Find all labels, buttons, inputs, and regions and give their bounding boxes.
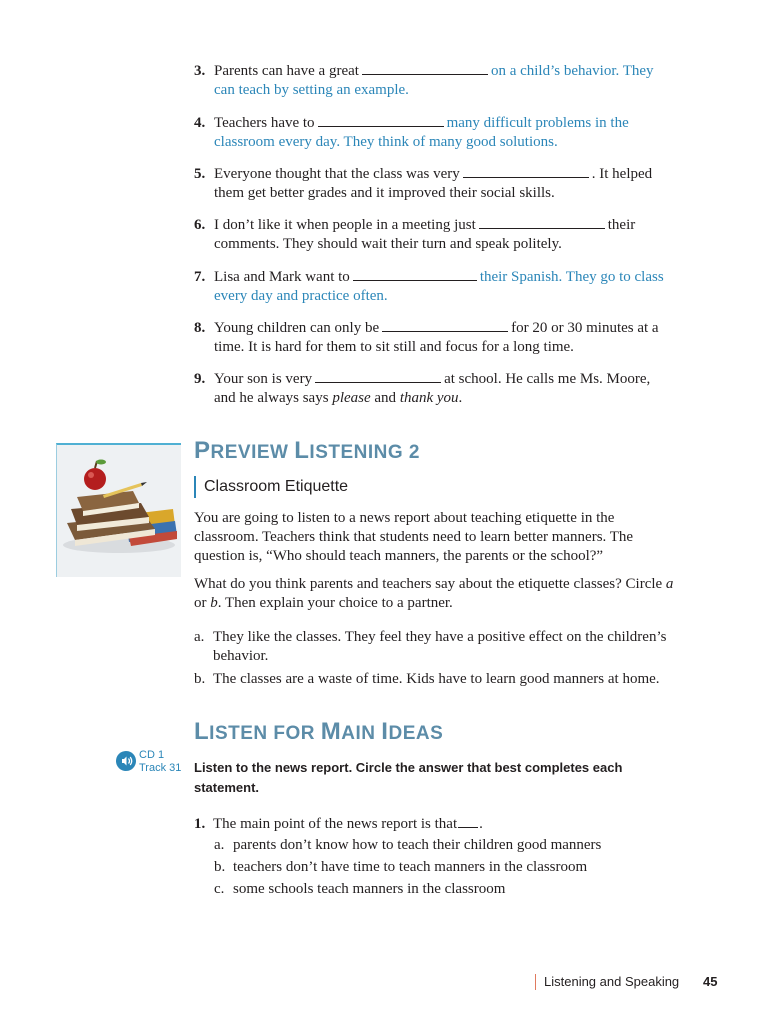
listening-instruction: Listen to the news report. Circle the answer that best completes each statement. [194,760,623,795]
answer-blank[interactable] [318,114,444,127]
preview-option-b[interactable] [194,670,674,689]
question-1-option-a[interactable] [214,836,601,855]
question-number: 1. [194,816,206,832]
answer-blank[interactable] [458,815,478,828]
main-ideas-title: LISTEN FOR MAIN IDEAS [194,718,444,745]
answer-blank[interactable] [362,62,488,75]
item-text: I don’t like it when people in a meeting just their comments. They should wait their turn and speak politely. [214,217,636,252]
option-text: They like the classes. They feel they have a positive effect on the children’s behavior. [213,629,667,664]
page-number: 45 [703,974,718,989]
item-number: 5. [194,166,206,182]
item-number: 9. [194,371,206,387]
item-text: Parents can have a great on a child’s behavior. They can teach by setting an example. [214,63,654,98]
question-1: 1. The main point of the news report is that . [194,816,483,832]
preview-option-a[interactable] [194,628,674,666]
option-letter: a. [194,629,205,645]
item-number: 7. [194,269,206,285]
instruction-paragraph: What do you think parents and teachers say about the etiquette classes? Circle a or b. Then explain your choice to a partner. [194,576,674,611]
answer-blank[interactable] [315,370,441,383]
vocab-item-3 [194,62,674,100]
vocab-item-6 [194,216,674,254]
option-text: The classes are a waste of time. Kids have to learn good manners at home. [213,671,660,687]
option-text: teachers don’t have time to teach manners in the classroom [233,859,588,875]
audio-cd-icon[interactable] [115,750,139,772]
item-number: 8. [194,320,206,336]
option-text: parents don’t know how to teach their children good manners [233,837,602,853]
vocab-item-4 [194,114,674,152]
item-text: Everyone thought that the class was very . It helped them get better grades and it improved their social skills. [214,166,653,201]
footer-book-title: Listening and Speaking [535,974,679,990]
item-number: 6. [194,217,206,233]
item-text: Lisa and Mark want to their Spanish. They go to class every day and practice often. [214,269,664,304]
item-text: Young children can only be for 20 or 30 minutes at a time. It is hard for them to sit still and focus for a long time. [214,320,659,355]
question-1-option-c[interactable] [214,880,505,899]
cd-track-label: CD 1 Track 31 [139,749,182,774]
subtitle-classroom-etiquette: Classroom Etiquette [194,476,348,498]
preview-listening-title: PREVIEW LISTENING 2 [194,437,420,464]
answer-blank[interactable] [382,319,508,332]
answer-blank[interactable] [479,216,605,229]
intro-paragraph: You are going to listen to a news report about teaching etiquette in the classroom. Teachers think that students need to learn better manners. The question is, “Who should teach manners, the parents or the school?” [194,510,634,564]
option-letter: b. [214,859,226,875]
item-number: 3. [194,63,206,79]
vocab-item-8 [194,319,674,357]
speaker-icon [115,750,137,772]
item-number: 4. [194,115,206,131]
option-letter: a. [214,837,225,853]
answer-blank[interactable] [353,268,477,281]
vocab-item-5 [194,165,674,203]
vocab-item-9 [194,370,674,408]
books-apple-icon [57,445,181,575]
answer-blank[interactable] [463,165,589,178]
item-text: Teachers have to many difficult problems in the classroom every day. They think of many good solutions. [214,115,629,150]
option-letter: c. [214,881,225,897]
option-letter: b. [194,671,206,687]
question-1-option-b[interactable] [214,858,587,877]
option-text: some schools teach manners in the classroom [233,881,506,897]
vocab-item-7 [194,268,674,306]
books-apple-illustration [56,443,181,577]
item-text: Your son is very at school. He calls me Ms. Moore, and he always says please and thank you. [214,371,651,406]
